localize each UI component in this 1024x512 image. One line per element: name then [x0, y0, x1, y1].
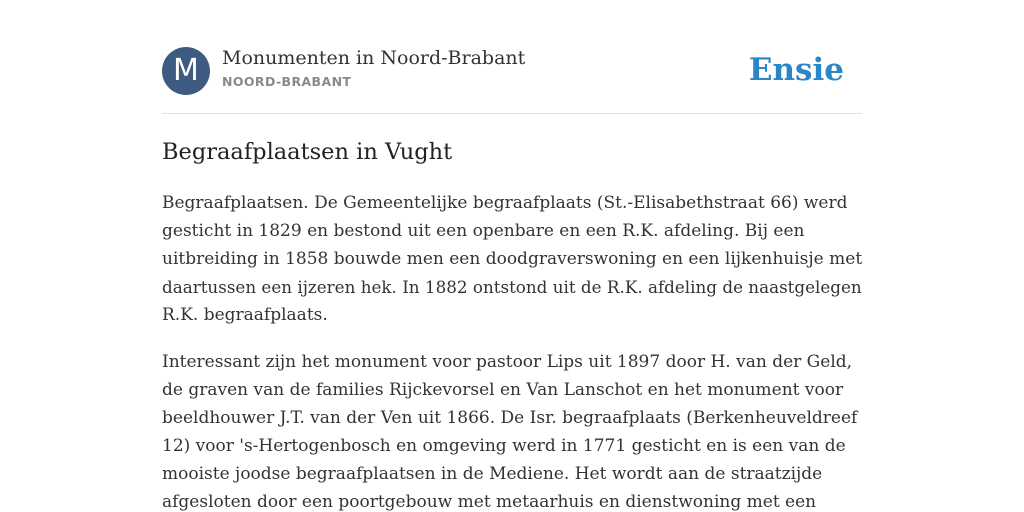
avatar[interactable]: M	[162, 47, 210, 95]
paragraph-line: gesticht in 1829 en bestond uit een openbare en een R.K. afdeling. Bij een	[162, 221, 805, 241]
article-content	[162, 189, 862, 512]
paragraph	[162, 189, 862, 329]
paragraph-line: R.K. begraafplaats.	[162, 305, 328, 325]
paragraph-line: 12) voor 's-Hertogenbosch en omgeving werd in 1771 gesticht en is een van de	[162, 436, 846, 456]
article-title: Begraafplaatsen in Vught	[162, 139, 453, 165]
paragraph-line: Begraafplaatsen. De Gemeentelijke begraafplaats (St.-Elisabethstraat 66) werd	[162, 193, 848, 213]
paragraph-line: Interessant zijn het monument voor pastoor Lips uit 1897 door H. van der Geld,	[162, 352, 853, 372]
brand-logo[interactable]: Ensie	[748, 52, 844, 88]
paragraph-line: beeldhouwer J.T. van der Ven uit 1866. De Isr. begraafplaats (Berkenheuveldreef	[162, 408, 858, 428]
paragraph-line: mooiste joodse begraafplaatsen in de Mediene. Het wordt aan de straatzijde	[162, 464, 823, 484]
paragraph-line: de graven van de families Rijckevorsel en Van Lanschot en het monument voor	[162, 380, 844, 400]
site-subtitle[interactable]: NOORD-BRABANT	[222, 74, 352, 89]
paragraph	[162, 348, 862, 512]
paragraph-line: daartussen een ijzeren hek. In 1882 ontstond uit de R.K. afdeling de naastgelegen	[162, 277, 862, 297]
paragraph-line: afgesloten door een poortgebouw met metaarhuis en dienstwoning met een	[162, 492, 817, 512]
site-header	[162, 46, 862, 96]
header-divider	[162, 113, 862, 114]
paragraph-line: uitbreiding in 1858 bouwde men een doodgraverswoning en een lijkenhuisje met	[162, 249, 863, 269]
site-title[interactable]: Monumenten in Noord-Brabant	[222, 47, 526, 69]
